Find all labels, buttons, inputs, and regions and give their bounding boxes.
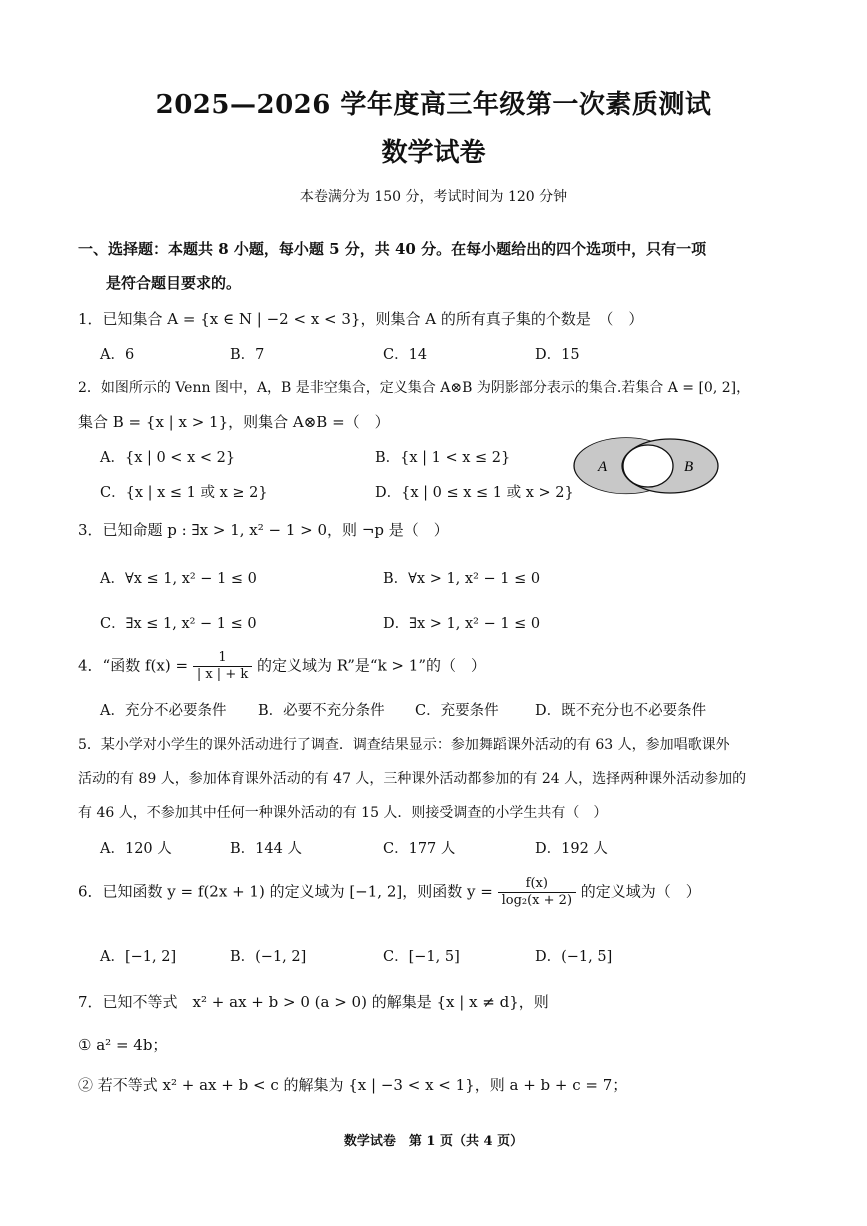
q6-option-a: A．[−1, 2] <box>100 949 177 965</box>
q4-option-d: D．既不充分也不必要条件 <box>535 703 707 719</box>
venn-label-b: B <box>684 459 694 475</box>
q6-stem <box>78 876 701 909</box>
q7-statement-1: ① a² = 4b； <box>78 1036 168 1054</box>
q5-line3: 有 46 人，不参加其中任何一种课外活动的有 15 人．则接受调查的小学生共有（ ） <box>78 805 608 821</box>
q2-option-c: C．{x | x ≤ 1 或 x ≥ 2} <box>100 485 268 501</box>
q3-option-c: C．∃x ≤ 1, x² − 1 ≤ 0 <box>100 616 257 632</box>
q6-prefix: 6．已知函数 y = f(2x + 1) 的定义域为 [−1, 2]，则函数 y = <box>78 882 493 901</box>
q6-fraction-numerator: f(x) <box>498 876 576 893</box>
q5-option-a: A．120 人 <box>100 841 172 857</box>
q5-option-b: B．144 人 <box>230 841 302 857</box>
q3-option-d: D．∃x > 1, x² − 1 ≤ 0 <box>383 616 541 632</box>
q4-prefix: 4．“函数 f(x) = <box>78 656 189 675</box>
exam-subject: 数学试卷 <box>381 138 486 168</box>
q4-option-a: A．充分不必要条件 <box>100 703 227 719</box>
q4-option-c: C．充要条件 <box>415 703 499 719</box>
q2-line2: 集合 B = {x | x > 1}，则集合 A⊗B =（ ） <box>78 413 390 431</box>
q6-option-d: D．(−1, 5] <box>535 949 613 965</box>
q2-option-d: D．{x | 0 ≤ x ≤ 1 或 x > 2} <box>375 485 574 501</box>
q2-line1: 2．如图所示的 Venn 图中，A，B 是非空集合，定义集合 A⊗B 为阴影部分表示的集合.若集合 A = [0, 2]， <box>78 380 751 396</box>
venn-label-a: A <box>598 459 608 475</box>
q6-fraction-denominator: log₂(x + 2) <box>501 893 573 908</box>
q1-option-c: C．14 <box>383 347 428 363</box>
q5-option-c: C．177 人 <box>383 841 456 857</box>
page-footer: 数学试卷 第 1 页（共 4 页） <box>343 1134 524 1149</box>
q1-option-a: A．6 <box>100 347 135 363</box>
q3-stem: 3．已知命题 p : ∃x > 1, x² − 1 > 0，则 ¬p 是（ ） <box>78 521 449 539</box>
q6-option-b: B．(−1, 2] <box>230 949 307 965</box>
q5-line2: 活动的有 89 人，参加体育课外活动的有 47 人，三种课外活动都参加的有 24 人，选择两种课外活动参加的 <box>78 771 747 787</box>
q6-fraction <box>498 876 576 909</box>
q2-option-a: A．{x | 0 < x < 2} <box>100 450 236 466</box>
q3-option-a: A．∀x ≤ 1, x² − 1 ≤ 0 <box>100 571 257 587</box>
exam-title: 2025—2026 学年度高三年级第一次素质测试 <box>155 90 712 120</box>
q5-line1: 5．某小学对小学生的课外活动进行了调查．调查结果显示：参加舞蹈课外活动的有 63 人，参加唱歌课外 <box>78 737 730 753</box>
venn-intersection <box>623 445 673 487</box>
q1-option-d: D．15 <box>535 347 580 363</box>
q6-option-c: C．[−1, 5] <box>383 949 460 965</box>
q4-fraction-denominator: | x | + k <box>196 667 249 682</box>
q4-fraction-numerator: 1 <box>193 650 252 667</box>
q7-statement-2: ② 若不等式 x² + ax + b < c 的解集为 {x | −3 < x < 1}，则 a + b + c = 7； <box>78 1076 628 1094</box>
q4-fraction <box>193 650 252 683</box>
q5-option-d: D．192 人 <box>535 841 608 857</box>
q4-option-b: B．必要不充分条件 <box>258 703 385 719</box>
exam-note: 本卷满分为 150 分，考试时间为 120 分钟 <box>299 189 568 205</box>
q4-stem <box>78 650 486 683</box>
q4-suffix: 的定义域为 R”是“k > 1”的（ ） <box>257 656 486 675</box>
q3-option-b: B．∀x > 1, x² − 1 ≤ 0 <box>383 571 541 587</box>
section-heading-line2: 是符合题目要求的。 <box>106 274 242 292</box>
q6-suffix: 的定义域为（ ） <box>580 882 701 901</box>
q1-stem: 1．已知集合 A = {x ∈ N | −2 < x < 3}，则集合 A 的所有真子集的个数是 （ ） <box>78 310 644 328</box>
section-heading-line1: 一、选择题：本题共 8 小题，每小题 5 分，共 40 分。在每小题给出的四个选项中，只有一项 <box>78 240 707 258</box>
venn-diagram <box>568 436 728 496</box>
q1-option-b: B．7 <box>230 347 265 363</box>
q7-stem: 7．已知不等式 x² + ax + b > 0 (a > 0) 的解集是 {x | x ≠ d}，则 <box>78 993 549 1011</box>
q2-option-b: B．{x | 1 < x ≤ 2} <box>375 450 511 466</box>
